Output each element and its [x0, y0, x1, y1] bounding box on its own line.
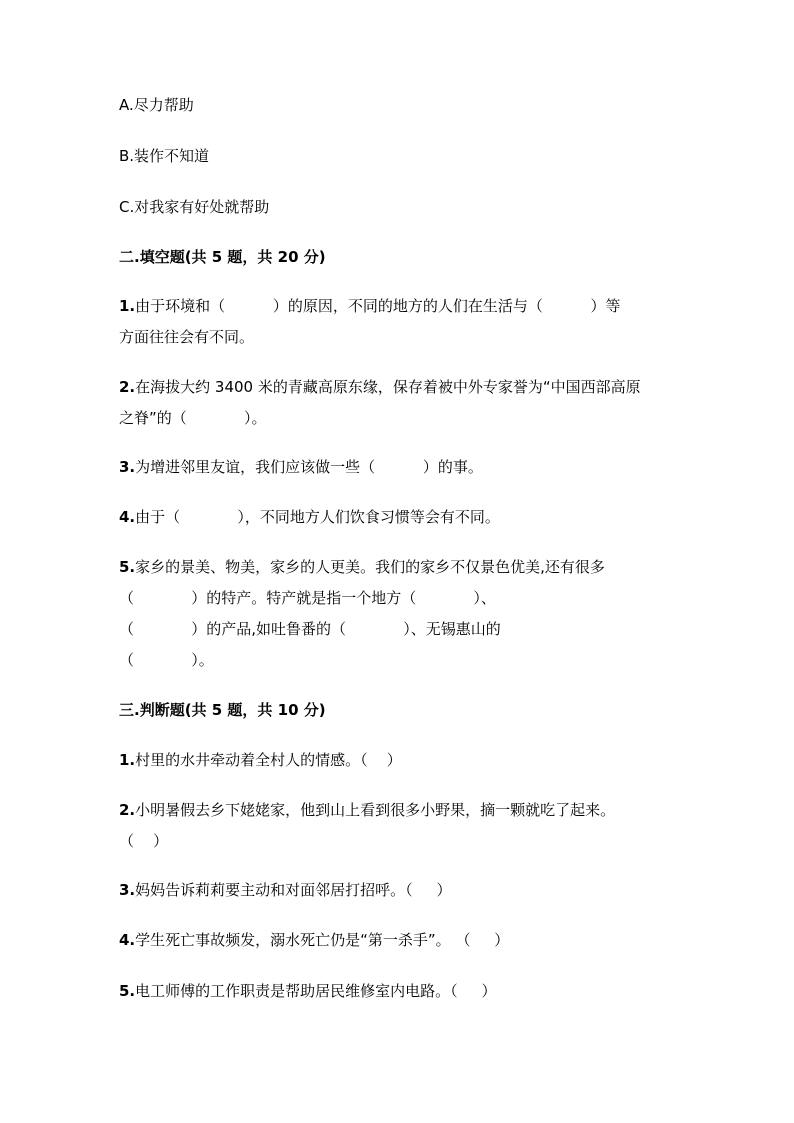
- judge-q1-line1: [119, 750, 402, 770]
- fill-q5-line3: （ ）的产品,如吐鲁番的（ ）、无锡惠山的: [119, 620, 501, 638]
- question-text: 学生死亡事故频发，溺水死亡仍是“第一杀手”。 （ ）: [135, 931, 510, 949]
- section2-heading: 二.填空题(共 5 题，共 20 分): [119, 248, 326, 266]
- fill-q4-line1: [119, 507, 500, 527]
- fill-q2-line1: [119, 377, 641, 397]
- question-text: 由于环境和（ ）的原因，不同的地方的人们在生活与（ ）等: [135, 297, 621, 315]
- question-number: 1.: [119, 297, 136, 315]
- question-number: 5.: [119, 558, 136, 576]
- question-text: 家乡的景美、物美，家乡的人更美。我们的家乡不仅景色优美,还有很多: [135, 558, 605, 576]
- question-number: 2.: [119, 378, 136, 396]
- question-text: 妈妈告诉莉莉要主动和对面邻居打招呼。（ ）: [135, 881, 452, 899]
- question-text: 为增进邻里友谊，我们应该做一些（ ）的事。: [135, 458, 483, 476]
- judge-q5-line1: [119, 981, 496, 1001]
- question-text: 电工师傅的工作职责是帮助居民维修室内电路。（ ）: [135, 982, 497, 1000]
- question-number: 4.: [119, 508, 136, 526]
- fill-q5-line2: （ ）的特产。特产就是指一个地方（ ）、: [119, 589, 496, 607]
- question-number: 3.: [119, 458, 136, 476]
- fill-q3-line1: [119, 457, 483, 477]
- option-a: A.尽力帮助: [119, 96, 194, 114]
- judge-q4-line1: [119, 930, 509, 950]
- question-number: 3.: [119, 881, 136, 899]
- option-b: B.装作不知道: [119, 147, 210, 165]
- question-number: 5.: [119, 982, 136, 1000]
- question-number: 1.: [119, 751, 136, 769]
- question-text: 村里的水井牵动着全村人的情感。（ ）: [135, 751, 402, 769]
- judge-q2-line1: [119, 800, 615, 820]
- fill-q2-line2: 之脊”的（ ）。: [119, 409, 267, 427]
- fill-q1-line2: 方面往往会有不同。: [119, 328, 255, 346]
- question-text: 由于（ ），不同地方人们饮食习惯等会有不同。: [135, 508, 500, 526]
- section3-heading: 三.判断题(共 5 题，共 10 分): [119, 701, 326, 719]
- judge-q3-line1: [119, 880, 451, 900]
- question-number: 4.: [119, 931, 136, 949]
- question-text: 小明暑假去乡下姥姥家，他到山上看到很多小野果，摘一颗就吃了起来。: [135, 801, 616, 819]
- judge-q2-line2: （ ）: [119, 832, 169, 850]
- fill-q5-line4: （ ）。: [119, 651, 214, 669]
- fill-q1-line1: [119, 296, 621, 316]
- option-c: C.对我家有好处就帮助: [119, 198, 270, 216]
- question-number: 2.: [119, 801, 136, 819]
- question-text: 在海拔大约 3400 米的青藏高原东缘，保存着被中外专家誉为“中国西部高原: [135, 378, 641, 396]
- fill-q5-line1: [119, 557, 605, 577]
